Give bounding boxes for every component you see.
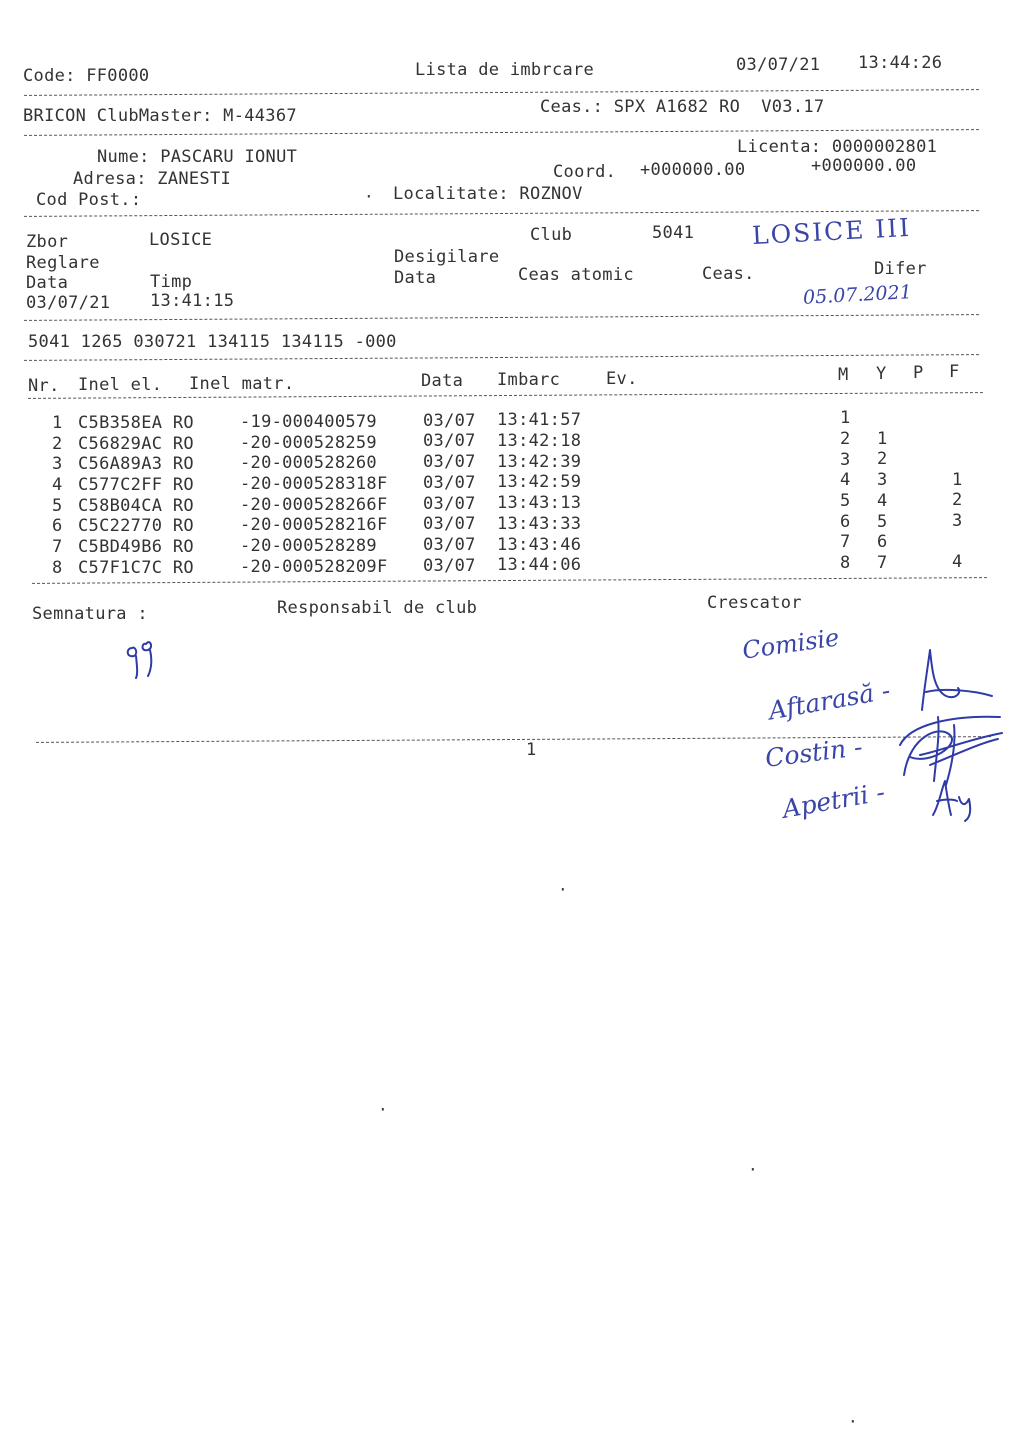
cell-y: 3 <box>877 470 888 491</box>
divider <box>32 577 987 584</box>
code-label: Code: FF0000 <box>23 66 150 86</box>
cell-data: 03/07 <box>423 555 476 576</box>
cell-inel-el: C58B04CA RO <box>78 495 194 516</box>
cell-y: 7 <box>877 552 888 573</box>
cell-inel-el: C5C22770 RO <box>78 516 194 537</box>
clock-col-label: Ceas. <box>702 264 755 284</box>
sync-date-label: Data <box>26 273 69 293</box>
cell-inel-matr: -20-000528209F <box>240 556 388 577</box>
col-m: M <box>838 365 849 385</box>
handwritten-commission: Comisie <box>740 623 841 665</box>
sync-label: Reglare <box>26 253 100 273</box>
header-time: 13:44:26 <box>858 53 943 73</box>
cell-inel-matr: -20-000528259 <box>240 432 377 453</box>
owner-name: Nume: PASCARU IONUT <box>97 147 298 167</box>
cell-inel-el: C5BD49B6 RO <box>78 537 194 558</box>
cell-imbarc: 13:44:06 <box>497 555 582 576</box>
col-data: Data <box>421 371 464 391</box>
col-y: Y <box>876 364 887 384</box>
coord-label: Coord. <box>553 162 617 182</box>
licence-label: Licenta: 0000002801 <box>737 137 938 157</box>
cell-imbarc: 13:43:13 <box>497 493 582 514</box>
cell-inel-el: C56A89A3 RO <box>78 454 194 475</box>
col-ev: Ev. <box>606 369 638 389</box>
stray-mark: · <box>848 1412 858 1431</box>
cell-f: 1 <box>952 469 963 490</box>
cell-imbarc: 13:43:33 <box>497 513 582 534</box>
handwritten-member-1: Aftarasă - <box>766 675 893 726</box>
cell-y: 6 <box>877 532 888 553</box>
cell-data: 03/07 <box>423 472 476 493</box>
cell-inel-matr: -20-000528289 <box>240 536 377 557</box>
col-f: F <box>949 362 960 382</box>
divider <box>24 129 979 136</box>
club-responsible-label: Responsabil de club <box>277 598 478 618</box>
cell-inel-matr: -20-000528318F <box>240 473 388 494</box>
col-nr: Nr. <box>28 376 60 396</box>
cell-m: 8 <box>840 553 851 574</box>
cell-f: 4 <box>952 552 963 573</box>
col-inel-el: Inel el. <box>78 375 163 395</box>
cell-inel-matr: -20-000528260 <box>240 453 377 474</box>
unseal-label: Desigilare <box>394 247 500 267</box>
cell-m: 5 <box>840 491 851 512</box>
breeder-label: Crescator <box>707 593 802 613</box>
cell-data: 03/07 <box>423 514 476 535</box>
cell-data: 03/07 <box>423 534 476 555</box>
handwritten-member-2: Costin - <box>763 732 864 773</box>
stray-mark: · <box>558 880 568 899</box>
sync-date: 03/07/21 <box>26 293 111 313</box>
document-title: Lista de imbrcare <box>415 60 595 80</box>
cell-inel-matr: -19-000400579 <box>240 411 377 432</box>
cell-m: 7 <box>840 532 851 553</box>
cell-imbarc: 13:42:39 <box>497 451 582 472</box>
coord-y: +000000.00 <box>811 156 917 176</box>
cell-m: 1 <box>840 408 851 429</box>
divider <box>28 392 983 399</box>
cell-nr: 2 <box>52 433 63 454</box>
cell-inel-matr: -20-000528266F <box>240 494 388 515</box>
cell-y: 4 <box>877 490 888 511</box>
cell-f: 3 <box>952 511 963 532</box>
clubmaster-label: BRICON ClubMaster: M-44367 <box>23 106 297 126</box>
code-line: 5041 1265 030721 134115 134115 -000 <box>28 332 397 352</box>
postal-code-label: Cod Post.: <box>36 190 142 210</box>
cell-inel-el: C577C2FF RO <box>78 474 194 495</box>
handwritten-race-date: 05.07.2021 <box>802 281 913 309</box>
cell-nr: 1 <box>52 412 63 433</box>
stray-mark: · <box>378 1100 388 1119</box>
cell-inel-el: C57F1C7C RO <box>78 557 194 578</box>
cell-y: 5 <box>877 511 888 532</box>
locality-label: Localitate: ROZNOV <box>393 184 583 204</box>
cell-inel-el: C5B358EA RO <box>78 412 194 433</box>
signature-semnatura <box>122 634 172 682</box>
divider <box>24 89 979 96</box>
cell-m: 2 <box>840 428 851 449</box>
club-label: Club <box>530 225 573 245</box>
atomic-clock-label: Ceas atomic <box>518 265 634 285</box>
stray-mark: · <box>364 187 374 206</box>
stray-mark: · <box>748 1160 758 1179</box>
header-date: 03/07/21 <box>736 55 821 75</box>
divider <box>24 314 979 321</box>
col-inel-matr: Inel matr. <box>189 374 295 394</box>
divider <box>24 354 979 361</box>
cell-nr: 7 <box>52 537 63 558</box>
coord-x: +000000.00 <box>640 160 746 180</box>
page-number: 1 <box>526 740 537 760</box>
col-imbarc: Imbarc <box>497 370 561 390</box>
cell-nr: 6 <box>52 516 63 537</box>
sync-time-label: Timp <box>150 272 193 292</box>
cell-m: 3 <box>840 449 851 470</box>
cell-data: 03/07 <box>423 452 476 473</box>
cell-y: 1 <box>877 428 888 449</box>
cell-nr: 8 <box>52 557 63 578</box>
difference-label: Difer <box>874 259 927 279</box>
cell-nr: 4 <box>52 475 63 496</box>
handwritten-race-name: LOSICE III <box>751 212 912 251</box>
cell-nr: 5 <box>52 495 63 516</box>
cell-imbarc: 13:42:18 <box>497 431 582 452</box>
cell-f: 2 <box>952 490 963 511</box>
clock-label: Ceas.: SPX A1682 RO V03.17 <box>540 97 825 117</box>
cell-imbarc: 13:41:57 <box>497 410 582 431</box>
unseal-date-label: Data <box>394 268 437 288</box>
flight-label: Zbor <box>26 232 69 252</box>
cell-nr: 3 <box>52 454 63 475</box>
cell-data: 03/07 <box>423 431 476 452</box>
signature-label: Semnatura : <box>32 604 148 624</box>
cell-m: 6 <box>840 511 851 532</box>
cell-imbarc: 13:43:46 <box>497 534 582 555</box>
cell-inel-el: C56829AC RO <box>78 433 194 454</box>
cell-imbarc: 13:42:59 <box>497 472 582 493</box>
cell-data: 03/07 <box>423 410 476 431</box>
club-value: 5041 <box>652 223 695 243</box>
flight-value: LOSICE <box>149 230 213 250</box>
signature-member-3 <box>925 775 985 825</box>
cell-m: 4 <box>840 470 851 491</box>
handwritten-member-3: Apetrii - <box>780 777 887 824</box>
col-p: P <box>913 363 924 383</box>
cell-y: 2 <box>877 449 888 470</box>
owner-address: Adresa: ZANESTI <box>73 169 232 189</box>
cell-data: 03/07 <box>423 493 476 514</box>
sync-time: 13:41:15 <box>150 291 235 311</box>
cell-inel-matr: -20-000528216F <box>240 515 388 536</box>
